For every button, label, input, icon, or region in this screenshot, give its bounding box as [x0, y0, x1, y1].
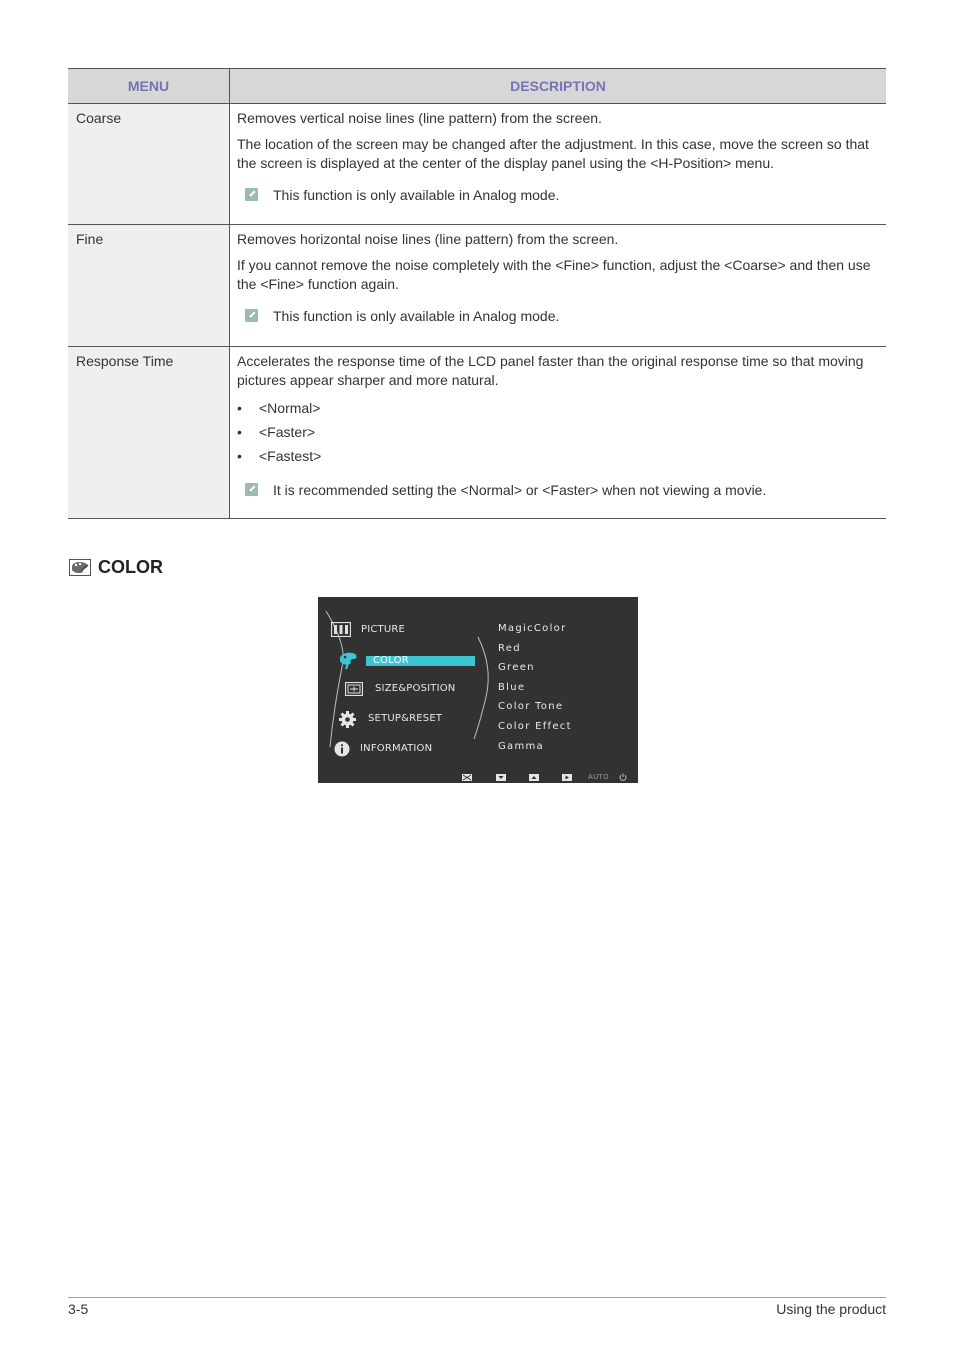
power-icon[interactable] — [619, 773, 627, 781]
footer-section-title: Using the product — [776, 1301, 886, 1317]
note-pencil-icon — [245, 188, 258, 201]
description-paragraph: The location of the screen may be changed after the adjustment. In this case, move the screen so that the screen is displayed at the center of the display panel using the <H-Position> menu. — [237, 136, 869, 171]
list-item: • <Faster> — [237, 424, 316, 440]
note — [237, 481, 878, 500]
up-icon[interactable] — [529, 774, 539, 781]
note-text: This function is only available in Analog mode. — [273, 308, 560, 324]
info-icon[interactable] — [334, 741, 350, 757]
description-paragraph: Accelerates the response time of the LCD panel faster than the original response time so that moving pictures appear sharper and more natural. — [237, 353, 864, 388]
description-cell — [230, 104, 887, 225]
menu-cell: Response Time — [68, 347, 230, 519]
note — [237, 307, 878, 326]
note-text: This function is only available in Analog mode. — [273, 187, 560, 203]
note-pencil-icon — [245, 483, 258, 496]
submenu-item-blue[interactable]: Blue — [498, 682, 526, 693]
enter-icon[interactable] — [562, 774, 572, 781]
submenu-item-red[interactable]: Red — [498, 643, 521, 654]
menu-cell: Fine — [68, 225, 230, 347]
section-title: COLOR — [98, 556, 163, 577]
color-menu-icon[interactable] — [338, 650, 358, 670]
osd-menu-size-position[interactable]: SIZE&POSITION — [375, 683, 456, 694]
description-paragraph: Removes vertical noise lines (line pattern) from the screen. — [237, 110, 602, 126]
table-row — [68, 347, 886, 519]
section-heading — [69, 556, 163, 578]
submenu-item-gamma[interactable]: Gamma — [498, 741, 544, 752]
list-item: • <Normal> — [237, 400, 321, 416]
menu-icon[interactable] — [462, 774, 472, 781]
osd-menu-setup-reset[interactable]: SETUP&RESET — [368, 713, 443, 724]
submenu-item-color-effect[interactable]: Color Effect — [498, 721, 572, 732]
table-row — [68, 225, 886, 347]
description-paragraph: If you cannot remove the noise completely with the <Fine> function, adjust the <Coarse> and then use the <Fine> function again. — [237, 257, 871, 292]
menu-description-table — [68, 68, 886, 519]
osd-menu-picture[interactable]: PICTURE — [361, 624, 406, 635]
osd-menu-information[interactable]: INFORMATION — [360, 743, 433, 754]
table-header-row — [68, 69, 886, 104]
palette-icon — [69, 559, 91, 576]
submenu-item-green[interactable]: Green — [498, 662, 535, 673]
submenu-item-magiccolor[interactable]: MagicColor — [498, 623, 567, 634]
down-icon[interactable] — [496, 774, 506, 781]
picture-menu-icon[interactable] — [331, 622, 351, 637]
description-column-header: DESCRIPTION — [230, 69, 887, 104]
note-text: It is recommended setting the <Normal> or <Faster> when not viewing a movie. — [273, 482, 767, 498]
page-number: 3-5 — [68, 1301, 89, 1317]
description-cell — [230, 347, 887, 519]
footer-divider — [68, 1297, 886, 1298]
option-list — [237, 399, 878, 471]
osd-menu-screenshot — [318, 597, 638, 783]
list-item: • <Fastest> — [237, 448, 322, 464]
submenu-item-color-tone[interactable]: Color Tone — [498, 701, 564, 712]
osd-menu-color[interactable]: COLOR — [373, 655, 409, 666]
menu-column-header: MENU — [68, 69, 230, 104]
description-paragraph: Removes horizontal noise lines (line pattern) from the screen. — [237, 231, 619, 247]
note-pencil-icon — [245, 309, 258, 322]
gear-icon[interactable] — [338, 710, 357, 729]
auto-button-label[interactable]: AUTO — [588, 773, 609, 781]
note — [237, 186, 878, 205]
description-cell — [230, 225, 887, 347]
table-row — [68, 104, 886, 225]
size-position-menu-icon[interactable] — [345, 682, 363, 696]
menu-cell: Coarse — [68, 104, 230, 225]
